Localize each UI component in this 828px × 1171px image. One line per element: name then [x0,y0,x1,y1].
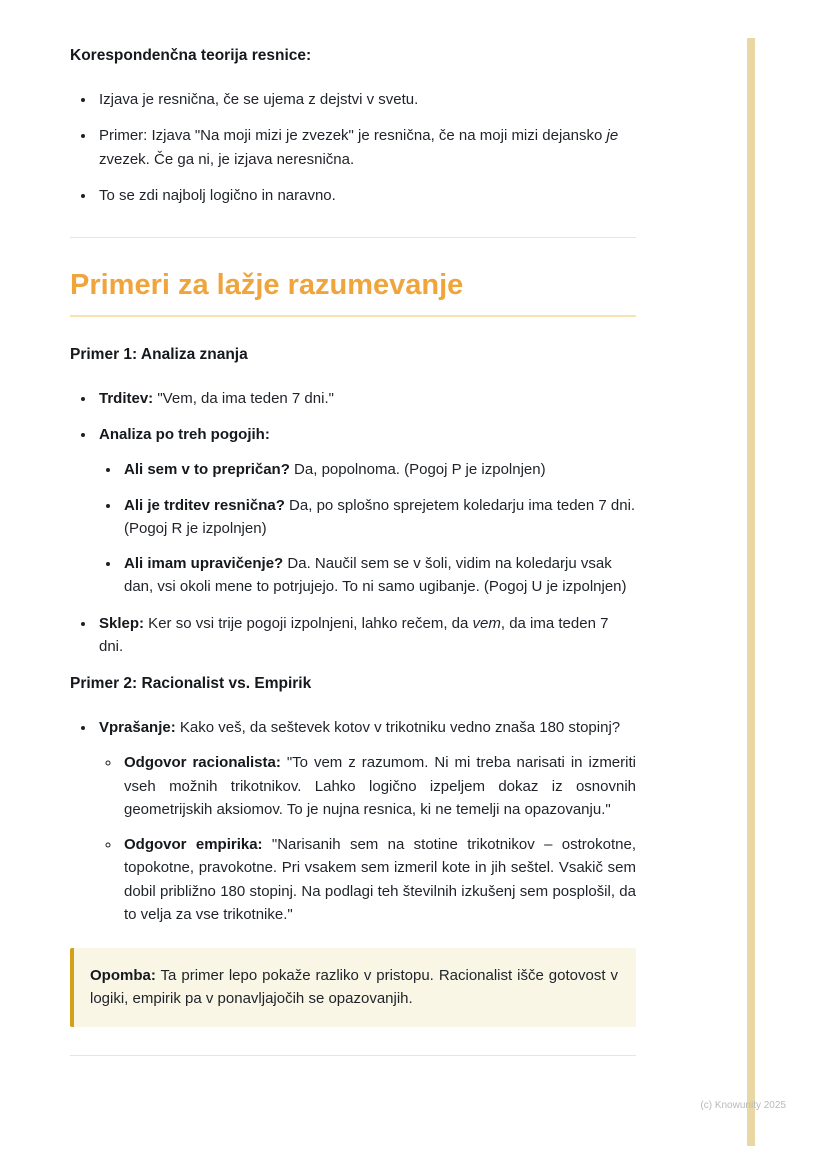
bold-label: Ali sem v to prepričan? [124,461,290,479]
list-item [96,387,636,410]
list-item [121,552,636,599]
italic-text: je [606,127,619,145]
text-segment: Primer: Izjava "Na moji mizi je zvezek" je resnična, če na moji mizi dejansko [99,127,607,145]
page-edge-stripe [747,38,755,1146]
text-segment: "Narisanih sem na stotine trikotnikov – ostrokotne, topokotne, pravokotne. Pri vsakem sem izmeril kote in jih seštel. Vsakič sem dobil približno 180 stopinj. Na podlagi teh številnih izkušenj sem posplošil, da to velja za vse trikotnike." [124,836,636,923]
section-heading-primer2: Primer 2: Racionalist vs. Empirik [70,675,312,693]
text-segment: "Vem, da ima teden 7 dni." [153,389,334,407]
list-item [96,716,636,926]
text-segment: Ker so vsi trije pogoji izpolnjeni, lahko rečem, da [144,614,473,632]
copyright-text: (c) Knowunity 2025 [700,1100,786,1111]
text-segment: Da, po splošno sprejetem koledarju ima teden 7 dni. (Pogoj R je izpolnjen) [124,496,636,537]
section-divider [70,237,636,238]
korespondencna-list [70,88,636,207]
text-segment: Kako veš, da seštevek kotov v trikotniku vedno znaša 180 stopinj? [175,719,621,737]
list-item [96,612,636,659]
bottom-divider [70,1055,636,1056]
document-content [70,44,636,1056]
bold-label: Ali je trditev resnična? [124,496,285,514]
section-heading-korespondencna: Korespondenčna teorija resnice: [70,47,312,64]
text-segment: Ta primer lepo pokaže razliko v pristopu. Racionalist išče gotovost v logiki, empirik pa v ponavljajočih se opazovanjih. [90,967,618,1008]
list-item [96,184,636,207]
bold-label: Analiza po treh pogojih: [99,426,270,444]
list-item [121,458,636,481]
primer1-list [70,387,636,658]
text-segment: Izjava je resnična, če se ujema z dejstvi v svetu. [99,91,419,109]
bold-label: Opomba: [90,967,156,985]
bold-label: Trditev: [99,389,154,407]
text-segment: zvezek. Če ga ni, je izjava neresnična. [99,150,355,168]
text-segment: , da ima teden 7 dni. [99,614,609,655]
bold-label: Odgovor empirika: [124,836,263,854]
text-segment: Da, popolnoma. (Pogoj P je izpolnjen) [289,461,546,479]
list-item [121,751,636,821]
note-callout [70,948,636,1027]
bold-label: Sklep: [99,614,145,632]
primer2-list [70,716,636,926]
odgovori-sublist [99,751,636,926]
text-segment: Da. Naučil sem se v šoli, vidim na koledarju vsak dan, vsi okoli mene to potrjujejo. To ni samo ugibanje. (Pogoj U je izpolnjen) [124,555,627,596]
list-item [96,124,636,171]
list-item [96,423,636,599]
section-heading-primer1: Primer 1: Analiza znanja [70,345,248,363]
list-item [121,833,636,926]
text-segment: "To vem z razumom. Ni mi treba narisati in izmeriti vseh možnih trikotnikov. Lahko logično izpeljem dokaz iz osnovnih geometrijskih aksiomov. To je nujna resnica, ki ne temelji na opazovanju." [124,754,636,818]
list-item [96,88,636,111]
list-item [121,494,636,541]
bold-label: Odgovor racionalista: [124,754,281,772]
page-title: Primeri za lažje razumevanje [70,268,636,317]
bold-label: Vprašanje: [99,719,176,737]
italic-text: vem [472,614,501,632]
bold-label: Ali imam upravičenje? [124,555,284,573]
analiza-sublist [99,458,636,598]
text-segment: To se zdi najbolj logično in naravno. [99,186,336,204]
